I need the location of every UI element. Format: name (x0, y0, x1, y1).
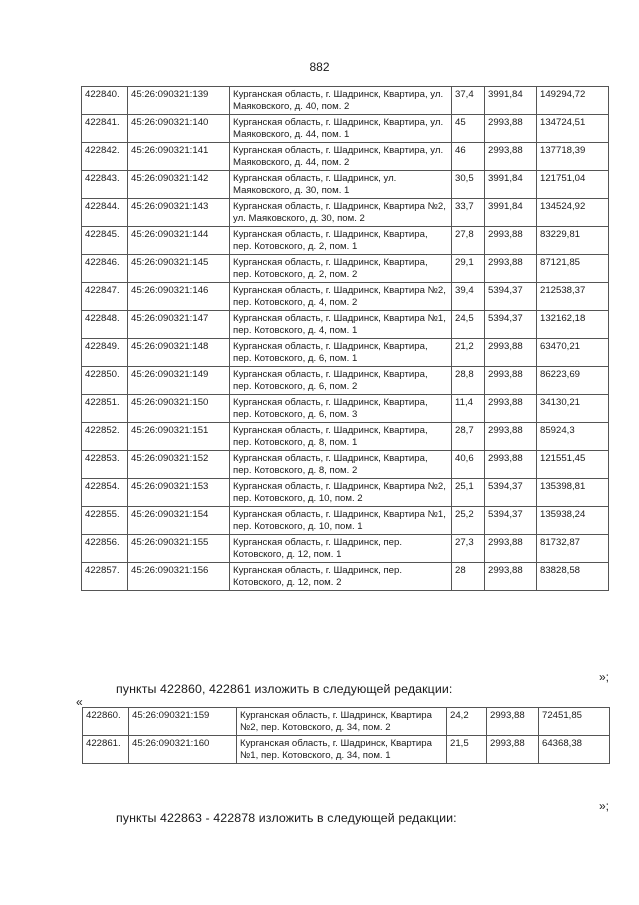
cadastral-value-cell: 137718,39 (537, 143, 609, 171)
area-cell: 21,5 (447, 736, 487, 764)
cadastral-number-cell: 45:26:090321:151 (128, 423, 230, 451)
table-row (83, 708, 610, 736)
row-number-cell: 422849. (82, 339, 128, 367)
cadastral-number-cell: 45:26:090321:153 (128, 479, 230, 507)
address-cell: Курганская область, г. Шадринск, Квартира №2, пер. Котовского, д. 10, пом. 2 (230, 479, 452, 507)
address-cell: Курганская область, г. Шадринск, Квартира, ул. Маяковского, д. 44, пом. 1 (230, 115, 452, 143)
property-table-1 (81, 86, 609, 591)
table-row (82, 535, 609, 563)
area-cell: 40,6 (452, 451, 485, 479)
table-row (82, 283, 609, 311)
table-row (82, 563, 609, 591)
area-cell: 25,1 (452, 479, 485, 507)
unit-price-cell: 2993,88 (485, 563, 537, 591)
cadastral-number-cell: 45:26:090321:152 (128, 451, 230, 479)
cadastral-number-cell: 45:26:090321:148 (128, 339, 230, 367)
table-row (82, 311, 609, 339)
cadastral-number-cell: 45:26:090321:145 (128, 255, 230, 283)
cadastral-number-cell: 45:26:090321:159 (129, 708, 237, 736)
property-table-2 (82, 707, 610, 764)
cadastral-value-cell: 121551,45 (537, 451, 609, 479)
row-number-cell: 422857. (82, 563, 128, 591)
address-cell: Курганская область, г. Шадринск, Квартира №2, пер. Котовского, д. 34, пом. 2 (237, 708, 447, 736)
closing-quote-mark: »; (598, 670, 609, 684)
unit-price-cell: 2993,88 (485, 367, 537, 395)
cadastral-number-cell: 45:26:090321:141 (128, 143, 230, 171)
amendment-instruction: пункты 422860, 422861 изложить в следующей редакции: (116, 682, 453, 696)
unit-price-cell: 5394,37 (485, 507, 537, 535)
row-number-cell: 422854. (82, 479, 128, 507)
cadastral-value-cell: 63470,21 (537, 339, 609, 367)
area-cell: 27,3 (452, 535, 485, 563)
unit-price-cell: 2993,88 (485, 143, 537, 171)
cadastral-number-cell: 45:26:090321:155 (128, 535, 230, 563)
address-cell: Курганская область, г. Шадринск, Квартира, пер. Котовского, д. 2, пом. 2 (230, 255, 452, 283)
address-cell: Курганская область, г. Шадринск, пер. Котовского, д. 12, пом. 1 (230, 535, 452, 563)
table-row (82, 367, 609, 395)
table-row (82, 423, 609, 451)
unit-price-cell: 2993,88 (485, 535, 537, 563)
address-cell: Курганская область, г. Шадринск, Квартира, пер. Котовского, д. 8, пом. 1 (230, 423, 452, 451)
cadastral-value-cell: 149294,72 (537, 87, 609, 115)
address-cell: Курганская область, г. Шадринск, Квартира, пер. Котовского, д. 6, пом. 3 (230, 395, 452, 423)
unit-price-cell: 2993,88 (485, 115, 537, 143)
unit-price-cell: 2993,88 (485, 451, 537, 479)
property-table-1-body (82, 87, 609, 591)
unit-price-cell: 2993,88 (485, 339, 537, 367)
address-cell: Курганская область, г. Шадринск, Квартира, ул. Маяковского, д. 44, пом. 2 (230, 143, 452, 171)
area-cell: 33,7 (452, 199, 485, 227)
cadastral-number-cell: 45:26:090321:154 (128, 507, 230, 535)
row-number-cell: 422853. (82, 451, 128, 479)
closing-quote-mark-2: »; (598, 799, 609, 813)
cadastral-number-cell: 45:26:090321:140 (128, 115, 230, 143)
cadastral-value-cell: 135398,81 (537, 479, 609, 507)
area-cell: 24,5 (452, 311, 485, 339)
address-cell: Курганская область, г. Шадринск, Квартира №1, пер. Котовского, д. 10, пом. 1 (230, 507, 452, 535)
table-row (82, 479, 609, 507)
table-row (82, 87, 609, 115)
cadastral-value-cell: 86223,69 (537, 367, 609, 395)
row-number-cell: 422848. (82, 311, 128, 339)
table-row (82, 255, 609, 283)
cadastral-value-cell: 121751,04 (537, 171, 609, 199)
table-row (82, 143, 609, 171)
cadastral-number-cell: 45:26:090321:147 (128, 311, 230, 339)
cadastral-number-cell: 45:26:090321:142 (128, 171, 230, 199)
address-cell: Курганская область, г. Шадринск, ул. Маяковского, д. 30, пом. 1 (230, 171, 452, 199)
area-cell: 30,5 (452, 171, 485, 199)
area-cell: 25,2 (452, 507, 485, 535)
cadastral-value-cell: 81732,87 (537, 535, 609, 563)
area-cell: 28,8 (452, 367, 485, 395)
table-row (82, 451, 609, 479)
opening-quote-mark: « (76, 695, 83, 709)
address-cell: Курганская область, г. Шадринск, Квартира, пер. Котовского, д. 8, пом. 2 (230, 451, 452, 479)
cadastral-value-cell: 87121,85 (537, 255, 609, 283)
address-cell: Курганская область, г. Шадринск, Квартира №1, пер. Котовского, д. 34, пом. 1 (237, 736, 447, 764)
cadastral-value-cell: 72451,85 (539, 708, 610, 736)
address-cell: Курганская область, г. Шадринск, Квартира, пер. Котовского, д. 6, пом. 2 (230, 367, 452, 395)
table-row (82, 339, 609, 367)
row-number-cell: 422841. (82, 115, 128, 143)
cadastral-value-cell: 134524,92 (537, 199, 609, 227)
unit-price-cell: 5394,37 (485, 311, 537, 339)
row-number-cell: 422847. (82, 283, 128, 311)
table-row (82, 507, 609, 535)
page-number: 882 (309, 60, 330, 74)
cadastral-value-cell: 134724,51 (537, 115, 609, 143)
table-row (82, 227, 609, 255)
unit-price-cell: 2993,88 (485, 255, 537, 283)
cadastral-value-cell: 132162,18 (537, 311, 609, 339)
row-number-cell: 422856. (82, 535, 128, 563)
row-number-cell: 422850. (82, 367, 128, 395)
cadastral-number-cell: 45:26:090321:144 (128, 227, 230, 255)
area-cell: 28,7 (452, 423, 485, 451)
cadastral-number-cell: 45:26:090321:149 (128, 367, 230, 395)
address-cell: Курганская область, г. Шадринск, Квартира №1, пер. Котовского, д. 4, пом. 1 (230, 311, 452, 339)
unit-price-cell: 5394,37 (485, 479, 537, 507)
area-cell: 29,1 (452, 255, 485, 283)
row-number-cell: 422846. (82, 255, 128, 283)
address-cell: Курганская область, г. Шадринск, Квартира, пер. Котовского, д. 2, пом. 1 (230, 227, 452, 255)
unit-price-cell: 3991,84 (485, 171, 537, 199)
row-number-cell: 422842. (82, 143, 128, 171)
row-number-cell: 422861. (83, 736, 129, 764)
row-number-cell: 422844. (82, 199, 128, 227)
address-cell: Курганская область, г. Шадринск, пер. Котовского, д. 12, пом. 2 (230, 563, 452, 591)
property-table-2-body (83, 708, 610, 764)
area-cell: 45 (452, 115, 485, 143)
area-cell: 24,2 (447, 708, 487, 736)
cadastral-number-cell: 45:26:090321:146 (128, 283, 230, 311)
table-row (82, 199, 609, 227)
unit-price-cell: 2993,88 (485, 395, 537, 423)
cadastral-number-cell: 45:26:090321:160 (129, 736, 237, 764)
unit-price-cell: 2993,88 (487, 736, 539, 764)
cadastral-value-cell: 85924,3 (537, 423, 609, 451)
cadastral-value-cell: 64368,38 (539, 736, 610, 764)
cadastral-value-cell: 34130,21 (537, 395, 609, 423)
cadastral-number-cell: 45:26:090321:143 (128, 199, 230, 227)
unit-price-cell: 2993,88 (487, 708, 539, 736)
cadastral-value-cell: 83229,81 (537, 227, 609, 255)
unit-price-cell: 5394,37 (485, 283, 537, 311)
table-row (82, 395, 609, 423)
row-number-cell: 422852. (82, 423, 128, 451)
cadastral-number-cell: 45:26:090321:150 (128, 395, 230, 423)
address-cell: Курганская область, г. Шадринск, Квартира, ул. Маяковского, д. 40, пом. 2 (230, 87, 452, 115)
cadastral-value-cell: 212538,37 (537, 283, 609, 311)
table-row (83, 736, 610, 764)
area-cell: 37,4 (452, 87, 485, 115)
cadastral-value-cell: 83828,58 (537, 563, 609, 591)
unit-price-cell: 2993,88 (485, 227, 537, 255)
row-number-cell: 422860. (83, 708, 129, 736)
area-cell: 21,2 (452, 339, 485, 367)
area-cell: 28 (452, 563, 485, 591)
row-number-cell: 422840. (82, 87, 128, 115)
area-cell: 46 (452, 143, 485, 171)
address-cell: Курганская область, г. Шадринск, Квартира, пер. Котовского, д. 6, пом. 1 (230, 339, 452, 367)
table-row (82, 171, 609, 199)
amendment-instruction-2: пункты 422863 - 422878 изложить в следующей редакции: (116, 811, 457, 825)
unit-price-cell: 2993,88 (485, 423, 537, 451)
address-cell: Курганская область, г. Шадринск, Квартира №2, ул. Маяковского, д. 30, пом. 2 (230, 199, 452, 227)
area-cell: 39,4 (452, 283, 485, 311)
unit-price-cell: 3991,84 (485, 87, 537, 115)
unit-price-cell: 3991,84 (485, 199, 537, 227)
row-number-cell: 422855. (82, 507, 128, 535)
address-cell: Курганская область, г. Шадринск, Квартира №2, пер. Котовского, д. 4, пом. 2 (230, 283, 452, 311)
table-row (82, 115, 609, 143)
area-cell: 27,8 (452, 227, 485, 255)
cadastral-number-cell: 45:26:090321:156 (128, 563, 230, 591)
area-cell: 11,4 (452, 395, 485, 423)
cadastral-number-cell: 45:26:090321:139 (128, 87, 230, 115)
cadastral-value-cell: 135938,24 (537, 507, 609, 535)
row-number-cell: 422843. (82, 171, 128, 199)
row-number-cell: 422851. (82, 395, 128, 423)
row-number-cell: 422845. (82, 227, 128, 255)
